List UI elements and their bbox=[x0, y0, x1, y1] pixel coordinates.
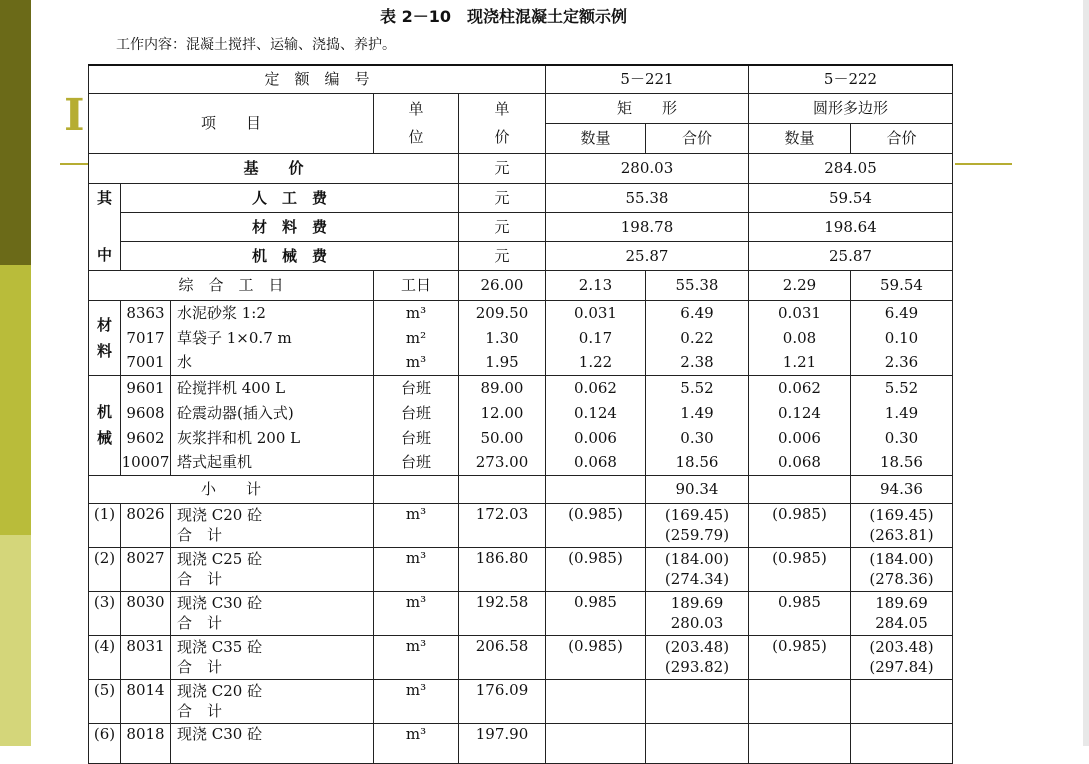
machine-price: 273.00 bbox=[459, 450, 546, 475]
labor-days-total-a: 55.38 bbox=[646, 270, 749, 300]
machine-name: 塔式起重机 bbox=[171, 450, 374, 475]
material-price: 1.95 bbox=[459, 350, 546, 375]
material-qty-a: 1.22 bbox=[546, 350, 646, 375]
machine-name: 砼搅拌机 400 L bbox=[171, 375, 374, 400]
material-code: 7001 bbox=[121, 350, 171, 375]
unit-header: 单 位 bbox=[374, 93, 459, 153]
labor-days-qty-a: 2.13 bbox=[546, 270, 646, 300]
machine-total-b: 0.30 bbox=[851, 425, 953, 450]
concrete-qty-a bbox=[546, 679, 646, 723]
machine-qty-a: 0.006 bbox=[546, 425, 646, 450]
quota-a-number: 5－221 bbox=[546, 65, 749, 93]
concrete-index: (4) bbox=[89, 635, 121, 679]
base-price-a: 280.03 bbox=[546, 153, 749, 183]
machine-price: 50.00 bbox=[459, 425, 546, 450]
machine-qty-a: 0.124 bbox=[546, 400, 646, 425]
concrete-code: 8030 bbox=[121, 591, 171, 635]
machine-unit: 台班 bbox=[374, 375, 459, 400]
labor-cost-label: 人 工 费 bbox=[121, 183, 459, 212]
machine-qty-b: 0.062 bbox=[749, 375, 851, 400]
material-total-b: 0.10 bbox=[851, 325, 953, 350]
subtotal-unit bbox=[374, 475, 459, 503]
labor-days-total-b: 59.54 bbox=[851, 270, 953, 300]
concrete-index: (3) bbox=[89, 591, 121, 635]
concrete-row bbox=[89, 635, 953, 679]
concrete-qty-b bbox=[749, 723, 851, 763]
concrete-total-a: (203.48) (293.82) bbox=[646, 635, 749, 679]
concrete-total-a: (184.00) (274.34) bbox=[646, 547, 749, 591]
labor-days-label: 综 合 工 日 bbox=[89, 270, 374, 300]
base-price-unit: 元 bbox=[459, 153, 546, 183]
concrete-unit: m³ bbox=[374, 635, 459, 679]
total-b-header: 合价 bbox=[851, 123, 953, 153]
machine-total-b: 5.52 bbox=[851, 375, 953, 400]
machine-cost-label: 机 械 费 bbox=[121, 241, 459, 270]
material-cost-label: 材 料 费 bbox=[121, 212, 459, 241]
material-qty-b: 0.031 bbox=[749, 300, 851, 325]
concrete-total-b bbox=[851, 723, 953, 763]
material-total-a: 6.49 bbox=[646, 300, 749, 325]
material-cost-b: 198.64 bbox=[749, 212, 953, 241]
material-qty-a: 0.17 bbox=[546, 325, 646, 350]
concrete-unit: m³ bbox=[374, 723, 459, 763]
concrete-name: 现浇 C20 砼 合 计 bbox=[171, 679, 374, 723]
breakdown-side-1: 其 bbox=[89, 183, 121, 212]
accent-line-left bbox=[60, 163, 88, 165]
work-content-note: 工作内容：混凝土搅拌、运输、浇捣、养护。 bbox=[116, 37, 396, 53]
concrete-name: 现浇 C25 砼 合 计 bbox=[171, 547, 374, 591]
concrete-unit: m³ bbox=[374, 503, 459, 547]
concrete-row bbox=[89, 723, 953, 763]
concrete-unit: m³ bbox=[374, 591, 459, 635]
subtotal-qty-b bbox=[749, 475, 851, 503]
labor-cost-a: 55.38 bbox=[546, 183, 749, 212]
machine-qty-a: 0.068 bbox=[546, 450, 646, 475]
concrete-qty-a: (0.985) bbox=[546, 547, 646, 591]
qty-a-header: 数量 bbox=[546, 123, 646, 153]
machine-code: 10007 bbox=[121, 450, 171, 475]
machine-cost-b: 25.87 bbox=[749, 241, 953, 270]
concrete-total-a bbox=[646, 723, 749, 763]
shape-a-header: 矩 形 bbox=[546, 93, 749, 123]
material-name: 水 bbox=[171, 350, 374, 375]
concrete-total-b: (184.00) (278.36) bbox=[851, 547, 953, 591]
machine-total-a: 5.52 bbox=[646, 375, 749, 400]
material-total-b: 6.49 bbox=[851, 300, 953, 325]
labor-days-qty-b: 2.29 bbox=[749, 270, 851, 300]
concrete-index: (1) bbox=[89, 503, 121, 547]
machine-qty-a: 0.062 bbox=[546, 375, 646, 400]
machine-name: 砼震动器(插入式) bbox=[171, 400, 374, 425]
subtotal-total-b: 94.36 bbox=[851, 475, 953, 503]
subtotal-qty-a bbox=[546, 475, 646, 503]
table-title: 表 2－10 现浇柱混凝土定额示例 bbox=[380, 7, 627, 26]
concrete-name: 现浇 C30 砼 bbox=[171, 723, 374, 763]
shape-b-header: 圆形多边形 bbox=[749, 93, 953, 123]
concrete-price: 192.58 bbox=[459, 591, 546, 635]
concrete-total-b bbox=[851, 679, 953, 723]
concrete-row bbox=[89, 503, 953, 547]
machine-price: 12.00 bbox=[459, 400, 546, 425]
material-code: 7017 bbox=[121, 325, 171, 350]
concrete-qty-b: 0.985 bbox=[749, 591, 851, 635]
quota-number-label: 定 额 编 号 bbox=[89, 65, 546, 93]
machine-price: 89.00 bbox=[459, 375, 546, 400]
materials-side-label: 材 料 bbox=[89, 300, 121, 375]
machine-qty-b: 0.124 bbox=[749, 400, 851, 425]
concrete-qty-a: (0.985) bbox=[546, 635, 646, 679]
machine-cost-a: 25.87 bbox=[546, 241, 749, 270]
concrete-index: (5) bbox=[89, 679, 121, 723]
material-qty-b: 1.21 bbox=[749, 350, 851, 375]
machine-code: 9601 bbox=[121, 375, 171, 400]
concrete-qty-b: (0.985) bbox=[749, 635, 851, 679]
item-header: 项 目 bbox=[89, 93, 374, 153]
concrete-name: 现浇 C30 砼 合 计 bbox=[171, 591, 374, 635]
machinery-side-label: 机 械 bbox=[89, 375, 121, 475]
concrete-qty-b bbox=[749, 679, 851, 723]
concrete-name: 现浇 C35 砼 合 计 bbox=[171, 635, 374, 679]
material-unit: m² bbox=[374, 325, 459, 350]
concrete-total-a bbox=[646, 679, 749, 723]
concrete-total-b: (203.48) (297.84) bbox=[851, 635, 953, 679]
breakdown-side-spacer bbox=[89, 212, 121, 241]
quota-table bbox=[88, 64, 953, 764]
machine-code: 9602 bbox=[121, 425, 171, 450]
material-name: 水泥砂浆 1:2 bbox=[171, 300, 374, 325]
concrete-row bbox=[89, 547, 953, 591]
material-name: 草袋子 1×0.7 m bbox=[171, 325, 374, 350]
machine-unit: 台班 bbox=[374, 400, 459, 425]
concrete-total-b: (169.45) (263.81) bbox=[851, 503, 953, 547]
concrete-price: 197.90 bbox=[459, 723, 546, 763]
material-price: 209.50 bbox=[459, 300, 546, 325]
machine-qty-b: 0.006 bbox=[749, 425, 851, 450]
price-header: 单 价 bbox=[459, 93, 546, 153]
concrete-code: 8018 bbox=[121, 723, 171, 763]
concrete-qty-a bbox=[546, 723, 646, 763]
machine-total-b: 1.49 bbox=[851, 400, 953, 425]
labor-days-price: 26.00 bbox=[459, 270, 546, 300]
concrete-price: 186.80 bbox=[459, 547, 546, 591]
concrete-row bbox=[89, 679, 953, 723]
material-code: 8363 bbox=[121, 300, 171, 325]
material-price: 1.30 bbox=[459, 325, 546, 350]
accent-line-right bbox=[955, 163, 1012, 165]
total-a-header: 合价 bbox=[646, 123, 749, 153]
concrete-code: 8027 bbox=[121, 547, 171, 591]
subtotal-total-a: 90.34 bbox=[646, 475, 749, 503]
qty-b-header: 数量 bbox=[749, 123, 851, 153]
machine-total-a: 18.56 bbox=[646, 450, 749, 475]
material-qty-a: 0.031 bbox=[546, 300, 646, 325]
machine-total-a: 1.49 bbox=[646, 400, 749, 425]
concrete-total-b: 189.69 284.05 bbox=[851, 591, 953, 635]
base-price-b: 284.05 bbox=[749, 153, 953, 183]
labor-cost-b: 59.54 bbox=[749, 183, 953, 212]
machine-total-a: 0.30 bbox=[646, 425, 749, 450]
concrete-unit: m³ bbox=[374, 547, 459, 591]
concrete-row bbox=[89, 591, 953, 635]
concrete-name: 现浇 C20 砼 合 计 bbox=[171, 503, 374, 547]
machine-cost-unit: 元 bbox=[459, 241, 546, 270]
machine-unit: 台班 bbox=[374, 450, 459, 475]
concrete-qty-a: 0.985 bbox=[546, 591, 646, 635]
sidebar-mid-band bbox=[0, 265, 31, 535]
material-total-a: 2.38 bbox=[646, 350, 749, 375]
material-qty-b: 0.08 bbox=[749, 325, 851, 350]
concrete-total-a: 189.69 280.03 bbox=[646, 591, 749, 635]
concrete-code: 8026 bbox=[121, 503, 171, 547]
material-cost-a: 198.78 bbox=[546, 212, 749, 241]
breakdown-side-2: 中 bbox=[89, 241, 121, 270]
subtotal-price bbox=[459, 475, 546, 503]
base-price-label: 基 价 bbox=[89, 153, 459, 183]
quota-b-number: 5－222 bbox=[749, 65, 953, 93]
material-total-a: 0.22 bbox=[646, 325, 749, 350]
right-edge-strip bbox=[1083, 0, 1089, 746]
concrete-index: (6) bbox=[89, 723, 121, 763]
concrete-qty-b: (0.985) bbox=[749, 547, 851, 591]
concrete-index: (2) bbox=[89, 547, 121, 591]
sidebar-dark-band bbox=[0, 0, 31, 265]
sidebar-light-band bbox=[0, 535, 31, 746]
concrete-code: 8014 bbox=[121, 679, 171, 723]
machine-total-b: 18.56 bbox=[851, 450, 953, 475]
concrete-price: 172.03 bbox=[459, 503, 546, 547]
material-unit: m³ bbox=[374, 350, 459, 375]
machine-unit: 台班 bbox=[374, 425, 459, 450]
material-unit: m³ bbox=[374, 300, 459, 325]
concrete-code: 8031 bbox=[121, 635, 171, 679]
machine-name: 灰浆拌和机 200 L bbox=[171, 425, 374, 450]
concrete-total-a: (169.45) (259.79) bbox=[646, 503, 749, 547]
concrete-price: 176.09 bbox=[459, 679, 546, 723]
machine-code: 9608 bbox=[121, 400, 171, 425]
material-cost-unit: 元 bbox=[459, 212, 546, 241]
concrete-qty-a: (0.985) bbox=[546, 503, 646, 547]
concrete-unit: m³ bbox=[374, 679, 459, 723]
machine-qty-b: 0.068 bbox=[749, 450, 851, 475]
concrete-price: 206.58 bbox=[459, 635, 546, 679]
labor-days-unit: 工日 bbox=[374, 270, 459, 300]
material-total-b: 2.36 bbox=[851, 350, 953, 375]
subtotal-label: 小 计 bbox=[89, 475, 374, 503]
labor-cost-unit: 元 bbox=[459, 183, 546, 212]
background-title-fragment: I bbox=[64, 90, 85, 141]
concrete-qty-b: (0.985) bbox=[749, 503, 851, 547]
